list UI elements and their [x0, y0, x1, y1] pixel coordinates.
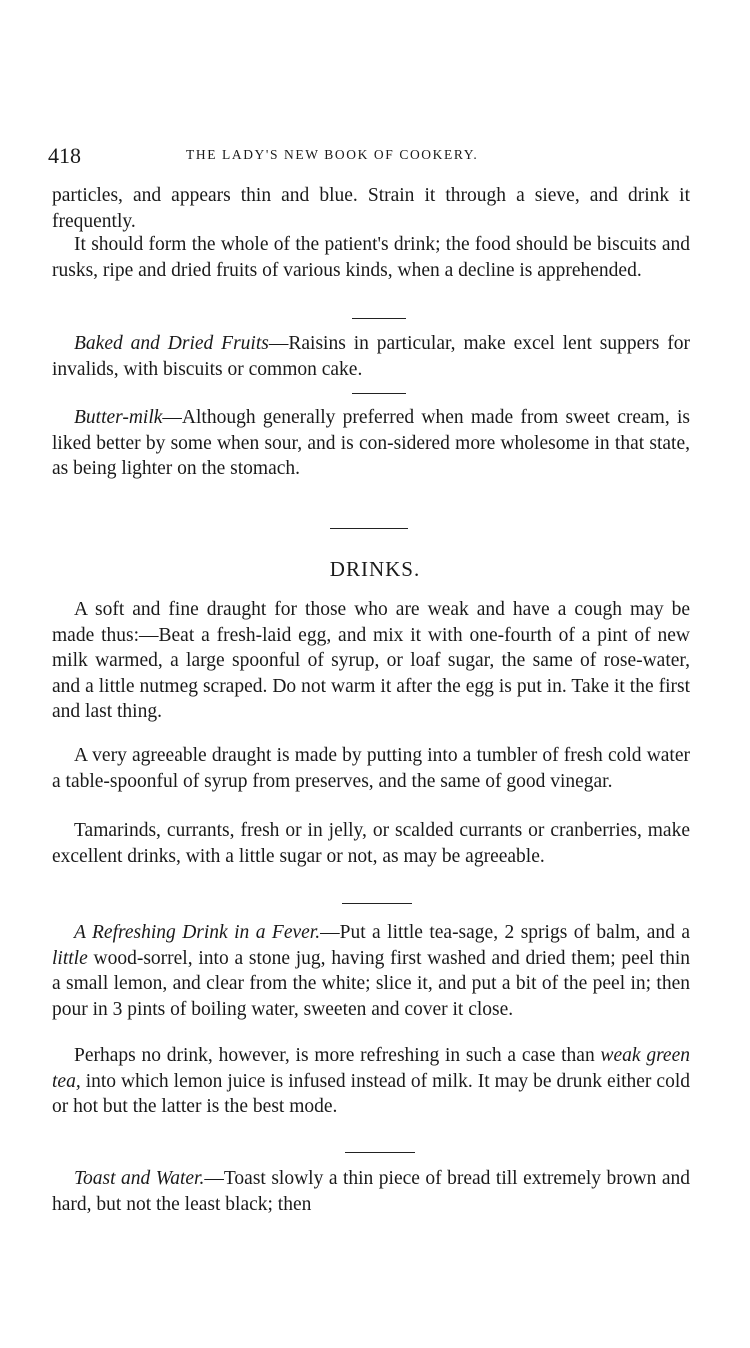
paragraph-toast-water	[52, 1166, 690, 1217]
recipe-text: into which lemon juice is infused instead of milk. It may be drunk either cold or hot but the latter is the best mode.	[52, 1070, 690, 1117]
recipe-text: Perhaps no drink, however, is more refreshing in such a case than	[74, 1045, 601, 1066]
section-rule	[342, 903, 412, 904]
paragraph-continued: particles, and appears thin and blue. Strain it through a sieve, and drink it frequently.	[52, 185, 690, 232]
paragraph-agreeable-draught: A very agreeable draught is made by putting into a tumbler of fresh cold water a table-spoonful of syrup from preserves, and the same of good vinegar.	[52, 745, 690, 792]
recipe-text: —Although generally preferred when made from sweet cream, is liked better by some when sour, and is con-sidered more wholesome in that state, as being lighter on the stomach.	[52, 407, 690, 479]
paragraph-fever-drink	[52, 920, 690, 1022]
paragraph-soft-draught: A soft and fine draught for those who are weak and have a cough may be made thus:—Beat a fresh-laid egg, and mix it with one-fourth of a pint of new milk warmed, a large spoonful of syrup, or loaf sugar, the same of rose-water, and a little nutmeg scraped. Do not warm it after the egg is put in. Take it the first and last thing.	[52, 599, 690, 722]
recipe-title: Toast and Water.	[74, 1168, 205, 1189]
recipe-title: Baked and Dried Fruits	[74, 333, 269, 354]
paragraph-butter-milk	[52, 405, 690, 482]
section-rule	[352, 318, 406, 319]
running-title: THE LADY'S NEW BOOK OF COOKERY.	[186, 147, 479, 162]
recipe-title: A Refreshing Drink in a Fever.	[74, 922, 321, 943]
section-rule	[345, 1152, 415, 1153]
emphasis: weak green tea,	[52, 1045, 690, 1092]
paragraph-baked-fruits	[52, 331, 690, 382]
section-heading: DRINKS.	[329, 557, 421, 581]
recipe-text: —Raisins in particular, make excel lent suppers for invalids, with biscuits or common cake.	[52, 333, 690, 380]
paragraph-green-tea	[52, 1043, 690, 1120]
page-number: 418	[48, 143, 81, 168]
recipe-text: —Put a little tea-sage, 2 sprigs of balm, and a	[320, 922, 690, 943]
recipe-title: Butter-milk	[74, 407, 163, 428]
recipe-text: wood-sorrel, into a stone jug, having first washed and dried them; peel thin a small lemon, and clear from the white; slice it, and put a bit of the peel in; then pour in 3 pints of boiling water, sweeten and cover it close.	[52, 947, 690, 1020]
recipe-text: —Toast slowly a thin piece of bread till extremely brown and hard, but not the least black; then	[52, 1168, 690, 1215]
section-rule	[330, 528, 408, 529]
paragraph-patient-drink: It should form the whole of the patient's drink; the food should be biscuits and rusks, ripe and dried fruits of various kinds, when a decline is apprehended.	[52, 234, 690, 281]
paragraph-tamarinds: Tamarinds, currants, fresh or in jelly, or scalded currants or cranberries, make excellent drinks, with a little sugar or not, as may be agreeable.	[52, 820, 690, 867]
section-rule	[352, 393, 406, 394]
page-header	[48, 143, 688, 167]
emphasis: little	[52, 947, 88, 969]
